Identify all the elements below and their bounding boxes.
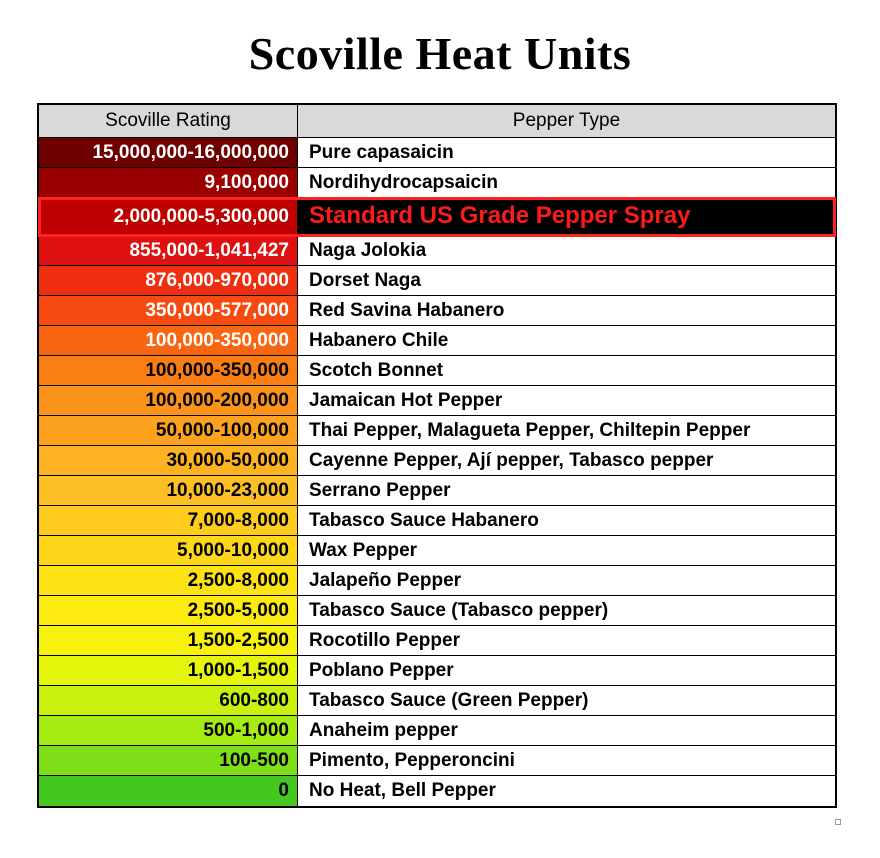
pepper-type-cell: Jamaican Hot Pepper xyxy=(309,390,503,411)
table-row xyxy=(39,686,835,716)
rating-cell: 0 xyxy=(39,776,298,806)
table-row xyxy=(39,416,835,446)
pepper-type-cell: Pimento, Pepperoncini xyxy=(309,750,515,771)
table-row xyxy=(39,266,835,296)
rating-cell: 10,000-23,000 xyxy=(39,476,298,505)
table-header-row xyxy=(39,105,835,138)
rating-cell: 600-800 xyxy=(39,686,298,715)
table-row xyxy=(39,626,835,656)
table-row xyxy=(39,476,835,506)
pepper-type-cell: Standard US Grade Pepper Spray xyxy=(298,198,835,235)
corner-mark xyxy=(835,819,841,825)
pepper-type-cell: Jalapeño Pepper xyxy=(309,570,462,591)
table-row xyxy=(39,168,835,198)
rating-cell: 50,000-100,000 xyxy=(39,416,298,445)
table-row xyxy=(39,506,835,536)
rating-cell: 1,500-2,500 xyxy=(39,626,298,655)
pepper-type-cell: Pure capasaicin xyxy=(309,142,454,163)
table-row xyxy=(39,356,835,386)
rating-cell: 500-1,000 xyxy=(39,716,298,745)
pepper-type-cell: Habanero Chile xyxy=(309,330,449,351)
pepper-type-cell: Scotch Bonnet xyxy=(309,360,444,381)
rating-cell: 30,000-50,000 xyxy=(39,446,298,475)
table-row-highlighted xyxy=(39,198,835,236)
rating-cell: 2,000,000-5,300,000 xyxy=(39,198,298,235)
rating-cell: 100,000-350,000 xyxy=(39,356,298,385)
pepper-type-cell: Tabasco Sauce Habanero xyxy=(309,510,539,531)
rating-cell: 855,000-1,041,427 xyxy=(39,236,298,265)
pepper-type-cell: Red Savina Habanero xyxy=(309,300,505,321)
table-row xyxy=(39,536,835,566)
table-row xyxy=(39,296,835,326)
column-header-pepper-type: Pepper Type xyxy=(512,110,621,131)
pepper-type-cell: Serrano Pepper xyxy=(309,480,451,501)
pepper-type-cell: Wax Pepper xyxy=(309,540,418,561)
table-row xyxy=(39,236,835,266)
pepper-type-cell: Tabasco Sauce (Tabasco pepper) xyxy=(309,600,609,621)
table-row xyxy=(39,566,835,596)
table-row xyxy=(39,326,835,356)
rating-cell: 9,100,000 xyxy=(39,168,298,197)
table-row xyxy=(39,386,835,416)
pepper-type-cell: Poblano Pepper xyxy=(309,660,454,681)
rating-cell: 100,000-350,000 xyxy=(39,326,298,355)
table-row xyxy=(39,716,835,746)
table-row xyxy=(39,746,835,776)
table-row xyxy=(39,656,835,686)
chart-title: Scoville Heat Units xyxy=(248,28,632,79)
pepper-type-cell: Naga Jolokia xyxy=(309,240,427,261)
rating-cell: 2,500-5,000 xyxy=(39,596,298,625)
pepper-type-cell: Nordihydrocapsaicin xyxy=(309,172,498,193)
rating-cell: 15,000,000-16,000,000 xyxy=(39,138,298,167)
rating-cell: 7,000-8,000 xyxy=(39,506,298,535)
scoville-table xyxy=(37,103,837,808)
table-row xyxy=(39,138,835,168)
table-row xyxy=(39,776,835,806)
table-row xyxy=(39,596,835,626)
rating-cell: 100-500 xyxy=(39,746,298,775)
pepper-type-cell: Thai Pepper, Malagueta Pepper, Chiltepin Pepper xyxy=(309,420,751,441)
rating-cell: 1,000-1,500 xyxy=(39,656,298,685)
table-row xyxy=(39,446,835,476)
rating-cell: 876,000-970,000 xyxy=(39,266,298,295)
rating-cell: 350,000-577,000 xyxy=(39,296,298,325)
column-header-rating: Scoville Rating xyxy=(39,105,298,137)
rating-cell: 100,000-200,000 xyxy=(39,386,298,415)
pepper-type-cell: Rocotillo Pepper xyxy=(309,630,460,651)
pepper-type-cell: Cayenne Pepper, Ají pepper, Tabasco pepper xyxy=(309,450,714,471)
pepper-type-cell: Dorset Naga xyxy=(309,270,421,291)
pepper-type-cell: Anaheim pepper xyxy=(309,720,458,741)
rating-cell: 2,500-8,000 xyxy=(39,566,298,595)
rating-cell: 5,000-10,000 xyxy=(39,536,298,565)
pepper-type-cell: No Heat, Bell Pepper xyxy=(309,780,496,801)
pepper-type-cell: Tabasco Sauce (Green Pepper) xyxy=(309,690,589,711)
